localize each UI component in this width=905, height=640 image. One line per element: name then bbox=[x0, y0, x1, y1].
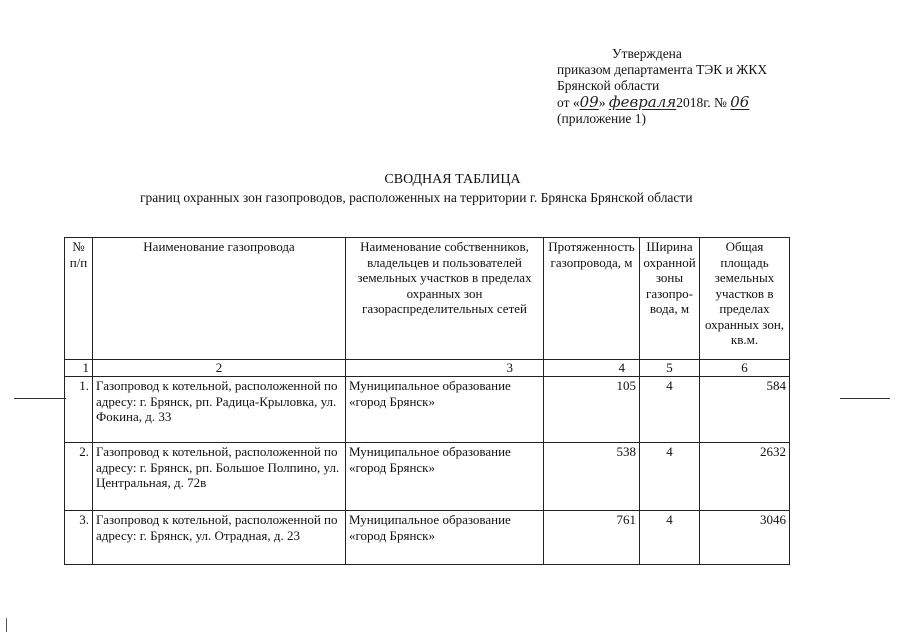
document-subtitle: границ охранных зон газопроводов, расположенных на территории г. Брянска Брянской области bbox=[140, 190, 693, 205]
table-row bbox=[65, 443, 790, 511]
column-number: 3 bbox=[346, 360, 544, 377]
row-length: 761 bbox=[544, 511, 640, 565]
header-total-area: Общая площадь земельных участков в пределах охранных зон, кв.м. bbox=[700, 238, 790, 360]
column-number: 1 bbox=[65, 360, 93, 377]
approval-line-order: приказом департамента ТЭК и ЖКХ bbox=[557, 62, 768, 77]
approval-line-region: Брянской области bbox=[557, 78, 660, 93]
column-number: 2 bbox=[93, 360, 346, 377]
column-numbers-row bbox=[65, 360, 790, 377]
row-pipeline-name: Газопровод к котельной, расположенной по адресу: г. Брянск, рп. Радица-Крыловка, ул. Фокина, д. 33 bbox=[93, 377, 346, 443]
row-pipeline-name: Газопровод к котельной, расположенной по адресу: г. Брянск, рп. Большое Полпино, ул. Центральная, д. 72в bbox=[93, 443, 346, 511]
header-owners: Наименование собственников, владельцев и пользователей земельных участков в пределах охранных зон газораспределительных сетей bbox=[346, 238, 544, 360]
approval-year: 2018г. bbox=[676, 95, 711, 110]
approval-day: 09 bbox=[579, 93, 599, 111]
table-row bbox=[65, 511, 790, 565]
table-row bbox=[65, 377, 790, 443]
row-owner: Муниципальное образование «город Брянск» bbox=[346, 511, 544, 565]
row-zone-width: 4 bbox=[640, 377, 700, 443]
gas-pipeline-table bbox=[64, 237, 790, 565]
approval-month: февраля bbox=[608, 93, 677, 111]
header-number: № п/п bbox=[65, 238, 93, 360]
row-area: 3046 bbox=[700, 511, 790, 565]
row-number: 2. bbox=[65, 443, 93, 511]
document-title: СВОДНАЯ ТАБЛИЦА bbox=[384, 172, 521, 187]
approval-from: от « bbox=[557, 95, 580, 110]
header-pipeline-name: Наименование газопровода bbox=[93, 238, 346, 360]
approval-number-sign: № bbox=[713, 95, 727, 110]
header-zone-width: Ширина охранной зоны газопро-вода, м bbox=[640, 238, 700, 360]
column-number: 4 bbox=[544, 360, 640, 377]
approval-line-approved: Утверждена bbox=[612, 46, 682, 61]
row-zone-width: 4 bbox=[640, 443, 700, 511]
approval-number: 06 bbox=[730, 93, 750, 111]
row-owner: Муниципальное образование «город Брянск» bbox=[346, 377, 544, 443]
table-header-row bbox=[65, 238, 790, 360]
approval-mid: » bbox=[598, 95, 606, 110]
header-length: Протяженность газопровода, м bbox=[544, 238, 640, 360]
approval-line-appendix: (приложение 1) bbox=[557, 111, 647, 126]
column-number: 6 bbox=[700, 360, 790, 377]
approval-line-date bbox=[557, 94, 767, 111]
row-owner: Муниципальное образование «город Брянск» bbox=[346, 443, 544, 511]
row-length: 538 bbox=[544, 443, 640, 511]
scan-mark bbox=[6, 618, 7, 632]
row-number: 1. bbox=[65, 377, 93, 443]
scan-line-left bbox=[14, 398, 66, 399]
approval-stamp bbox=[557, 46, 767, 127]
column-number: 5 bbox=[640, 360, 700, 377]
row-area: 2632 bbox=[700, 443, 790, 511]
row-length: 105 bbox=[544, 377, 640, 443]
row-area: 584 bbox=[700, 377, 790, 443]
row-pipeline-name: Газопровод к котельной, расположенной по адресу: г. Брянск, ул. Отрадная, д. 23 bbox=[93, 511, 346, 565]
row-zone-width: 4 bbox=[640, 511, 700, 565]
scan-line-right bbox=[840, 398, 890, 399]
row-number: 3. bbox=[65, 511, 93, 565]
